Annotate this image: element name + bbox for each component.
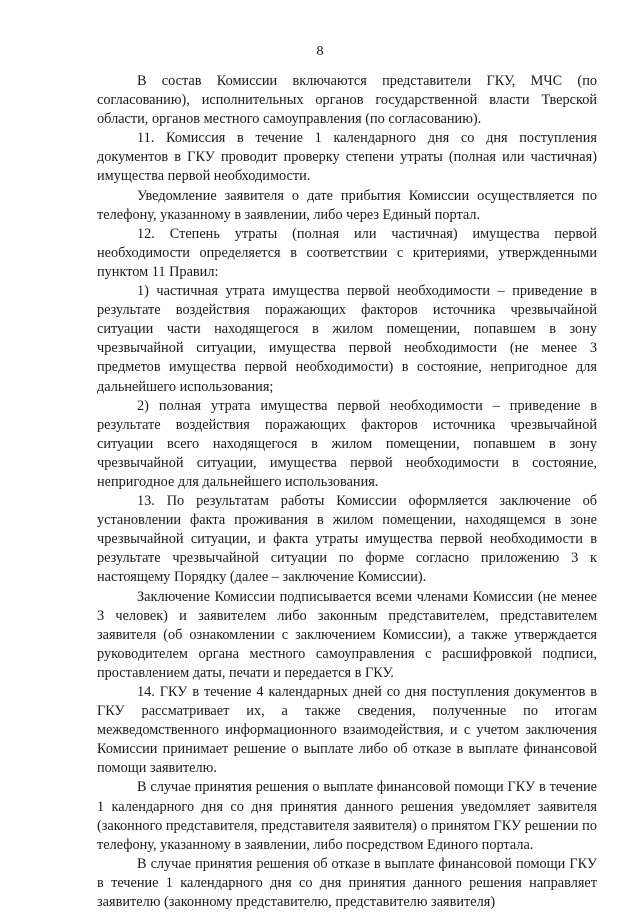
paragraph-conclusion-signing: Заключение Комиссии подписывается всеми членами Комиссии (не менее 3 человек) и заявителем либо законным представителем, представителем заявителя (об ознакомлении с заключением Комиссии), а также утверждается руководителем органа местного самоуправления с расшифровкой подписи, проставлением даты, печати и передается в ГКУ. [97, 588, 597, 681]
paragraph-13-conclusion: 13. По результатам работы Комиссии оформляется заключение об установлении факта проживания в жилом помещении, находящемся в зоне чрезвычайной ситуации, и факта утраты имущества первой необходимости в результате чрезвычайной ситуации по форме согласно приложению 3 к настоящему Порядку (далее – заключение Комиссии). [97, 493, 597, 586]
paragraph-12-loss-degree: 12. Степень утраты (полная или частичная) имущества первой необходимости определяется в соответствии с критериями, утвержденными пунктом 11 Правил: [97, 225, 597, 280]
paragraph-12-1-partial-loss: 1) частичная утрата имущества первой необходимости – приведение в результате воздействия поражающих факторов источника чрезвычайной ситуации части находящегося в жилом помещении, попавшем в зону чрезвычайной ситуации, имущества первой необходимости (не менее 3 предметов имущества первой необходимости) в состояние, непригодное для дальнейшего использования; [97, 283, 597, 395]
page-number: 8 [316, 44, 324, 59]
document-body [97, 72, 597, 912]
paragraph-12-2-full-loss: 2) полная утрата имущества первой необходимости – приведение в результате воздействия поражающих факторов источника чрезвычайной ситуации всего находящегося в жилом помещении, попавшем в зону чрезвычайной ситуации, имущества первой необходимости в состояние, непригодное для дальнейшего использования. [97, 397, 597, 490]
paragraph-payment-refusal: В случае принятия решения об отказе в выплате финансовой помощи ГКУ в течение 1 календарного дня со дня принятия данного решения направляет заявителю (законному представителю, представителю заявителя) [97, 855, 597, 911]
paragraph-commission-composition: В состав Комиссии включаются представители ГКУ, МЧС (по согласованию), исполнительных органов государственной власти Тверской области, органов местного самоуправления (по согласованию). [97, 73, 597, 128]
paragraph-11-inspection: 11. Комиссия в течение 1 календарного дня со дня поступления документов в ГКУ проводит проверку степени утраты (полная или частичная) имущества первой необходимости. [97, 130, 597, 185]
paragraph-payment-approval: В случае принятия решения о выплате финансовой помощи ГКУ в течение 1 календарного дня со дня принятия данного решения уведомляет заявителя (законного представителя, представителя заявителя) о принятом ГКУ решении по телефону, указанному в заявлении, либо посредством Единого портала. [97, 779, 597, 853]
paragraph-applicant-notification: Уведомление заявителя о дате прибытия Комиссии осуществляется по телефону, указанному в заявлении, либо через Единый портал. [97, 187, 597, 223]
paragraph-14-decision: 14. ГКУ в течение 4 календарных дней со дня поступления документов в ГКУ рассматривает их, а также сведения, полученные по итогам межведомственного информационного взаимодействия, и с учетом заключения Комиссии принимает решение о выплате либо об отказе в выплате финансовой помощи заявителю. [97, 684, 597, 777]
